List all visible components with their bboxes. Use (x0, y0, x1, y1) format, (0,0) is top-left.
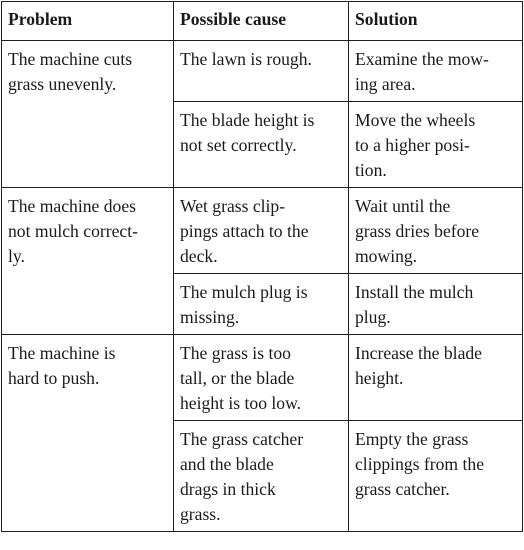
solution-line: Install the mulch (355, 282, 474, 302)
problem-line: The machine does (8, 196, 136, 216)
solution-line: clippings from the (355, 454, 484, 474)
cause-line: missing. (180, 307, 240, 327)
cause-line: not set correctly. (180, 135, 297, 155)
problem-line: The machine cuts (8, 49, 133, 69)
cause-line: pings attach to the (180, 221, 309, 241)
table-row (2, 41, 523, 102)
cause-line: The blade height is (180, 110, 315, 130)
solution-line: Wait until the (355, 196, 451, 216)
solution-line: Move the wheels (355, 110, 476, 130)
solution-line: ing area. (355, 74, 416, 94)
solution-line: Increase the blade (355, 343, 482, 363)
cause-line: drags in thick (180, 479, 276, 499)
header-possible-cause: Possible cause (174, 2, 349, 41)
header-problem: Problem (2, 2, 174, 41)
solution-line: Examine the mow- (355, 49, 489, 69)
cause-line: The lawn is rough. (180, 49, 312, 69)
table-row (2, 335, 523, 421)
solution-cell (349, 188, 523, 274)
cause-cell (174, 421, 349, 532)
problem-line: ly. (8, 246, 25, 266)
table-row (2, 188, 523, 274)
cause-line: grass. (180, 504, 221, 524)
cause-cell (174, 188, 349, 274)
troubleshooting-table (1, 1, 523, 532)
cause-cell (174, 274, 349, 335)
solution-line: height. (355, 368, 404, 388)
problem-line: not mulch correct- (8, 221, 138, 241)
header-solution: Solution (349, 2, 523, 41)
problem-line: hard to push. (8, 368, 100, 388)
cause-line: The mulch plug is (180, 282, 308, 302)
cause-cell (174, 102, 349, 188)
solution-cell (349, 274, 523, 335)
cause-cell (174, 335, 349, 421)
problem-cell (2, 335, 174, 532)
solution-cell (349, 102, 523, 188)
solution-line: tion. (355, 160, 387, 180)
cause-line: Wet grass clip- (180, 196, 286, 216)
solution-cell (349, 335, 523, 421)
cause-line: The grass catcher (180, 429, 304, 449)
cause-line: and the blade (180, 454, 274, 474)
problem-line: The machine is (8, 343, 116, 363)
problem-cell (2, 41, 174, 188)
cause-line: The grass is too (180, 343, 291, 363)
cause-cell (174, 41, 349, 102)
header-row (2, 2, 523, 41)
solution-line: mowing. (355, 246, 418, 266)
cause-line: height is too low. (180, 393, 302, 413)
cause-line: tall, or the blade (180, 368, 295, 388)
solution-line: plug. (355, 307, 391, 327)
problem-line: grass unevenly. (8, 74, 117, 94)
solution-line: Empty the grass (355, 429, 469, 449)
solution-line: grass dries before (355, 221, 480, 241)
solution-line: grass catcher. (355, 479, 450, 499)
problem-cell (2, 188, 174, 335)
solution-cell (349, 41, 523, 102)
cause-line: deck. (180, 246, 218, 266)
solution-line: to a higher posi- (355, 135, 470, 155)
solution-cell (349, 421, 523, 532)
